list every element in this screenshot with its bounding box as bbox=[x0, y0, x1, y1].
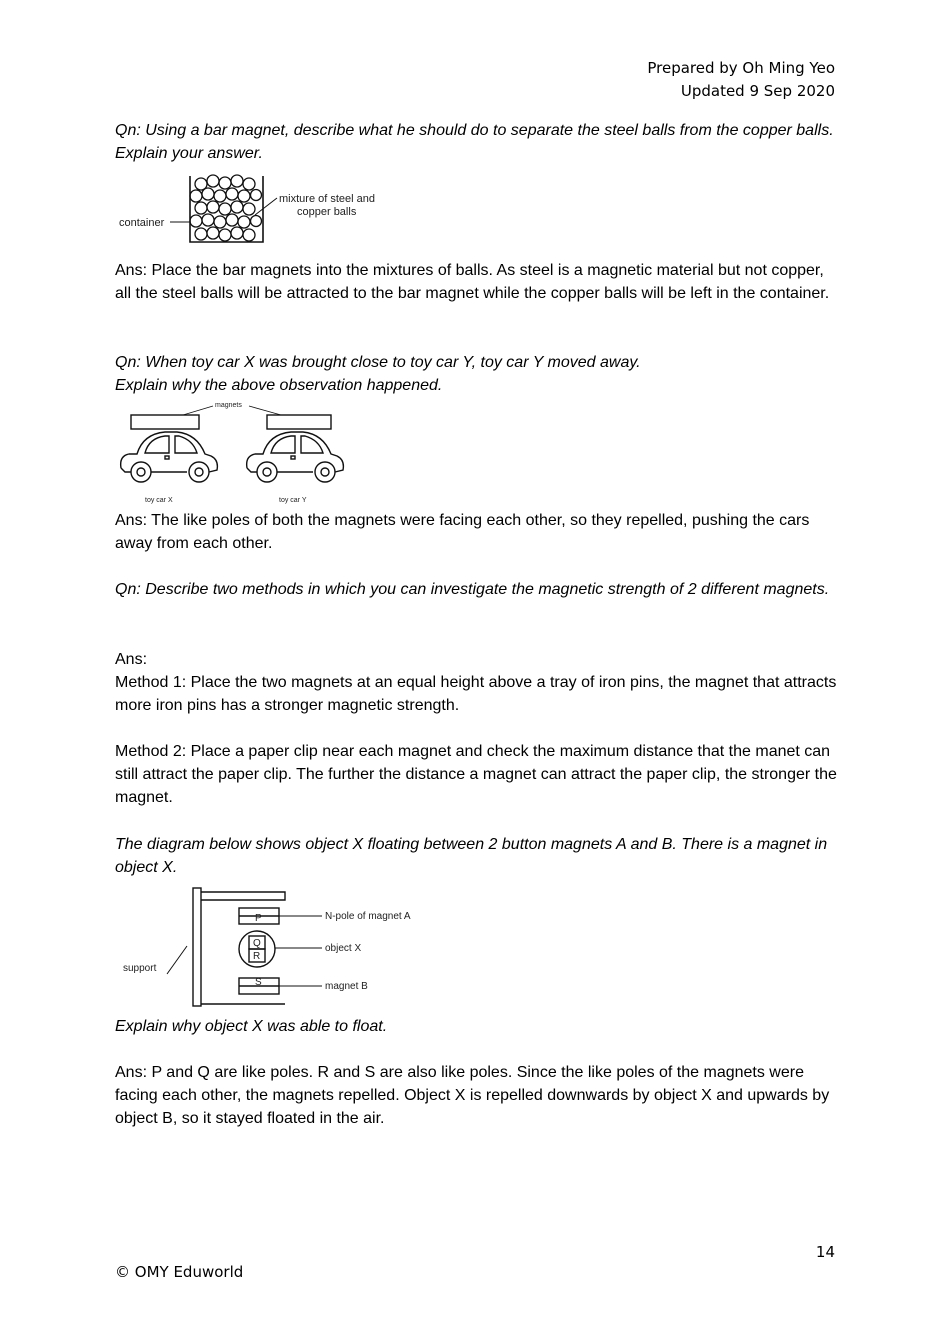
q3-method1: Method 1: Place the two magnets at an equal height above a tray of iron pins, the magnet that attracts more iron pins has a stronger magnetic strength. bbox=[115, 674, 837, 714]
q2-answer: Ans: The like poles of both the magnets were facing each other, so they repelled, pushing the cars away from each other. bbox=[115, 512, 810, 552]
q2-figure-toy-cars bbox=[115, 398, 355, 506]
q4-intro: The diagram below shows object X floating between 2 button magnets A and B. There is a magnet in object X. bbox=[115, 836, 828, 876]
page-number: 14 bbox=[815, 1243, 835, 1261]
q4-question: Explain why object X was able to float. bbox=[115, 1018, 388, 1035]
label-r: R bbox=[253, 951, 261, 962]
label-support: support bbox=[123, 963, 157, 974]
q4-answer: Ans: P and Q are like poles. R and S are also like poles. Since the like poles of the magnets were facing each other, the magnets repelled. Object X is repelled downwards by object X and upwards by object B, so it stayed floated in the air. bbox=[115, 1064, 830, 1127]
q1-figure-balls-container bbox=[115, 170, 405, 248]
label-p: P bbox=[255, 913, 262, 924]
q2-question bbox=[115, 351, 840, 397]
label-magnet-b: magnet B bbox=[325, 981, 368, 992]
q3-method2: Method 2: Place a paper clip near each magnet and check the maximum distance that the manet can still attract the paper clip. The further the distance a magnet can attract the paper clip, the stronger the magnet. bbox=[115, 743, 837, 806]
label-mixture-line2: copper balls bbox=[297, 206, 357, 218]
q2-question-line2: Explain why the above observation happened. bbox=[115, 377, 443, 394]
label-n-pole-magnet-a: N-pole of magnet A bbox=[325, 911, 411, 922]
toy-car-x bbox=[121, 432, 218, 482]
toy-car-y bbox=[247, 432, 344, 482]
q3-answer-label: Ans: bbox=[115, 651, 148, 668]
label-object-x: object X bbox=[325, 943, 362, 954]
label-q: Q bbox=[253, 938, 261, 949]
updated-date: Updated 9 Sep 2020 bbox=[680, 82, 835, 100]
q4-figure-floating-magnet bbox=[115, 884, 435, 1010]
q1-answer: Ans: Place the bar magnets into the mixtures of balls. As steel is a magnetic material but not copper, all the steel balls will be attracted to the bar magnet while the copper balls will be left in the container. bbox=[115, 262, 830, 302]
label-toy-car-x: toy car X bbox=[145, 497, 173, 504]
copyright-footer: © OMY Eduworld bbox=[115, 1263, 244, 1281]
document-header bbox=[647, 57, 835, 103]
label-toy-car-y: toy car Y bbox=[279, 497, 307, 504]
q1-question: Qn: Using a bar magnet, describe what he should do to separate the steel balls from the copper balls. Explain your answer. bbox=[115, 122, 834, 162]
q2-question-line1: Qn: When toy car X was brought close to toy car Y, toy car Y moved away. bbox=[115, 354, 641, 371]
label-s: S bbox=[255, 977, 262, 988]
q3-question: Qn: Describe two methods in which you can investigate the magnetic strength of 2 different magnets. bbox=[115, 581, 830, 598]
prepared-by: Prepared by Oh Ming Yeo bbox=[647, 59, 835, 77]
label-mixture-line1: mixture of steel and bbox=[279, 193, 375, 205]
label-magnets: magnets bbox=[215, 402, 242, 409]
label-container: container bbox=[119, 217, 165, 229]
